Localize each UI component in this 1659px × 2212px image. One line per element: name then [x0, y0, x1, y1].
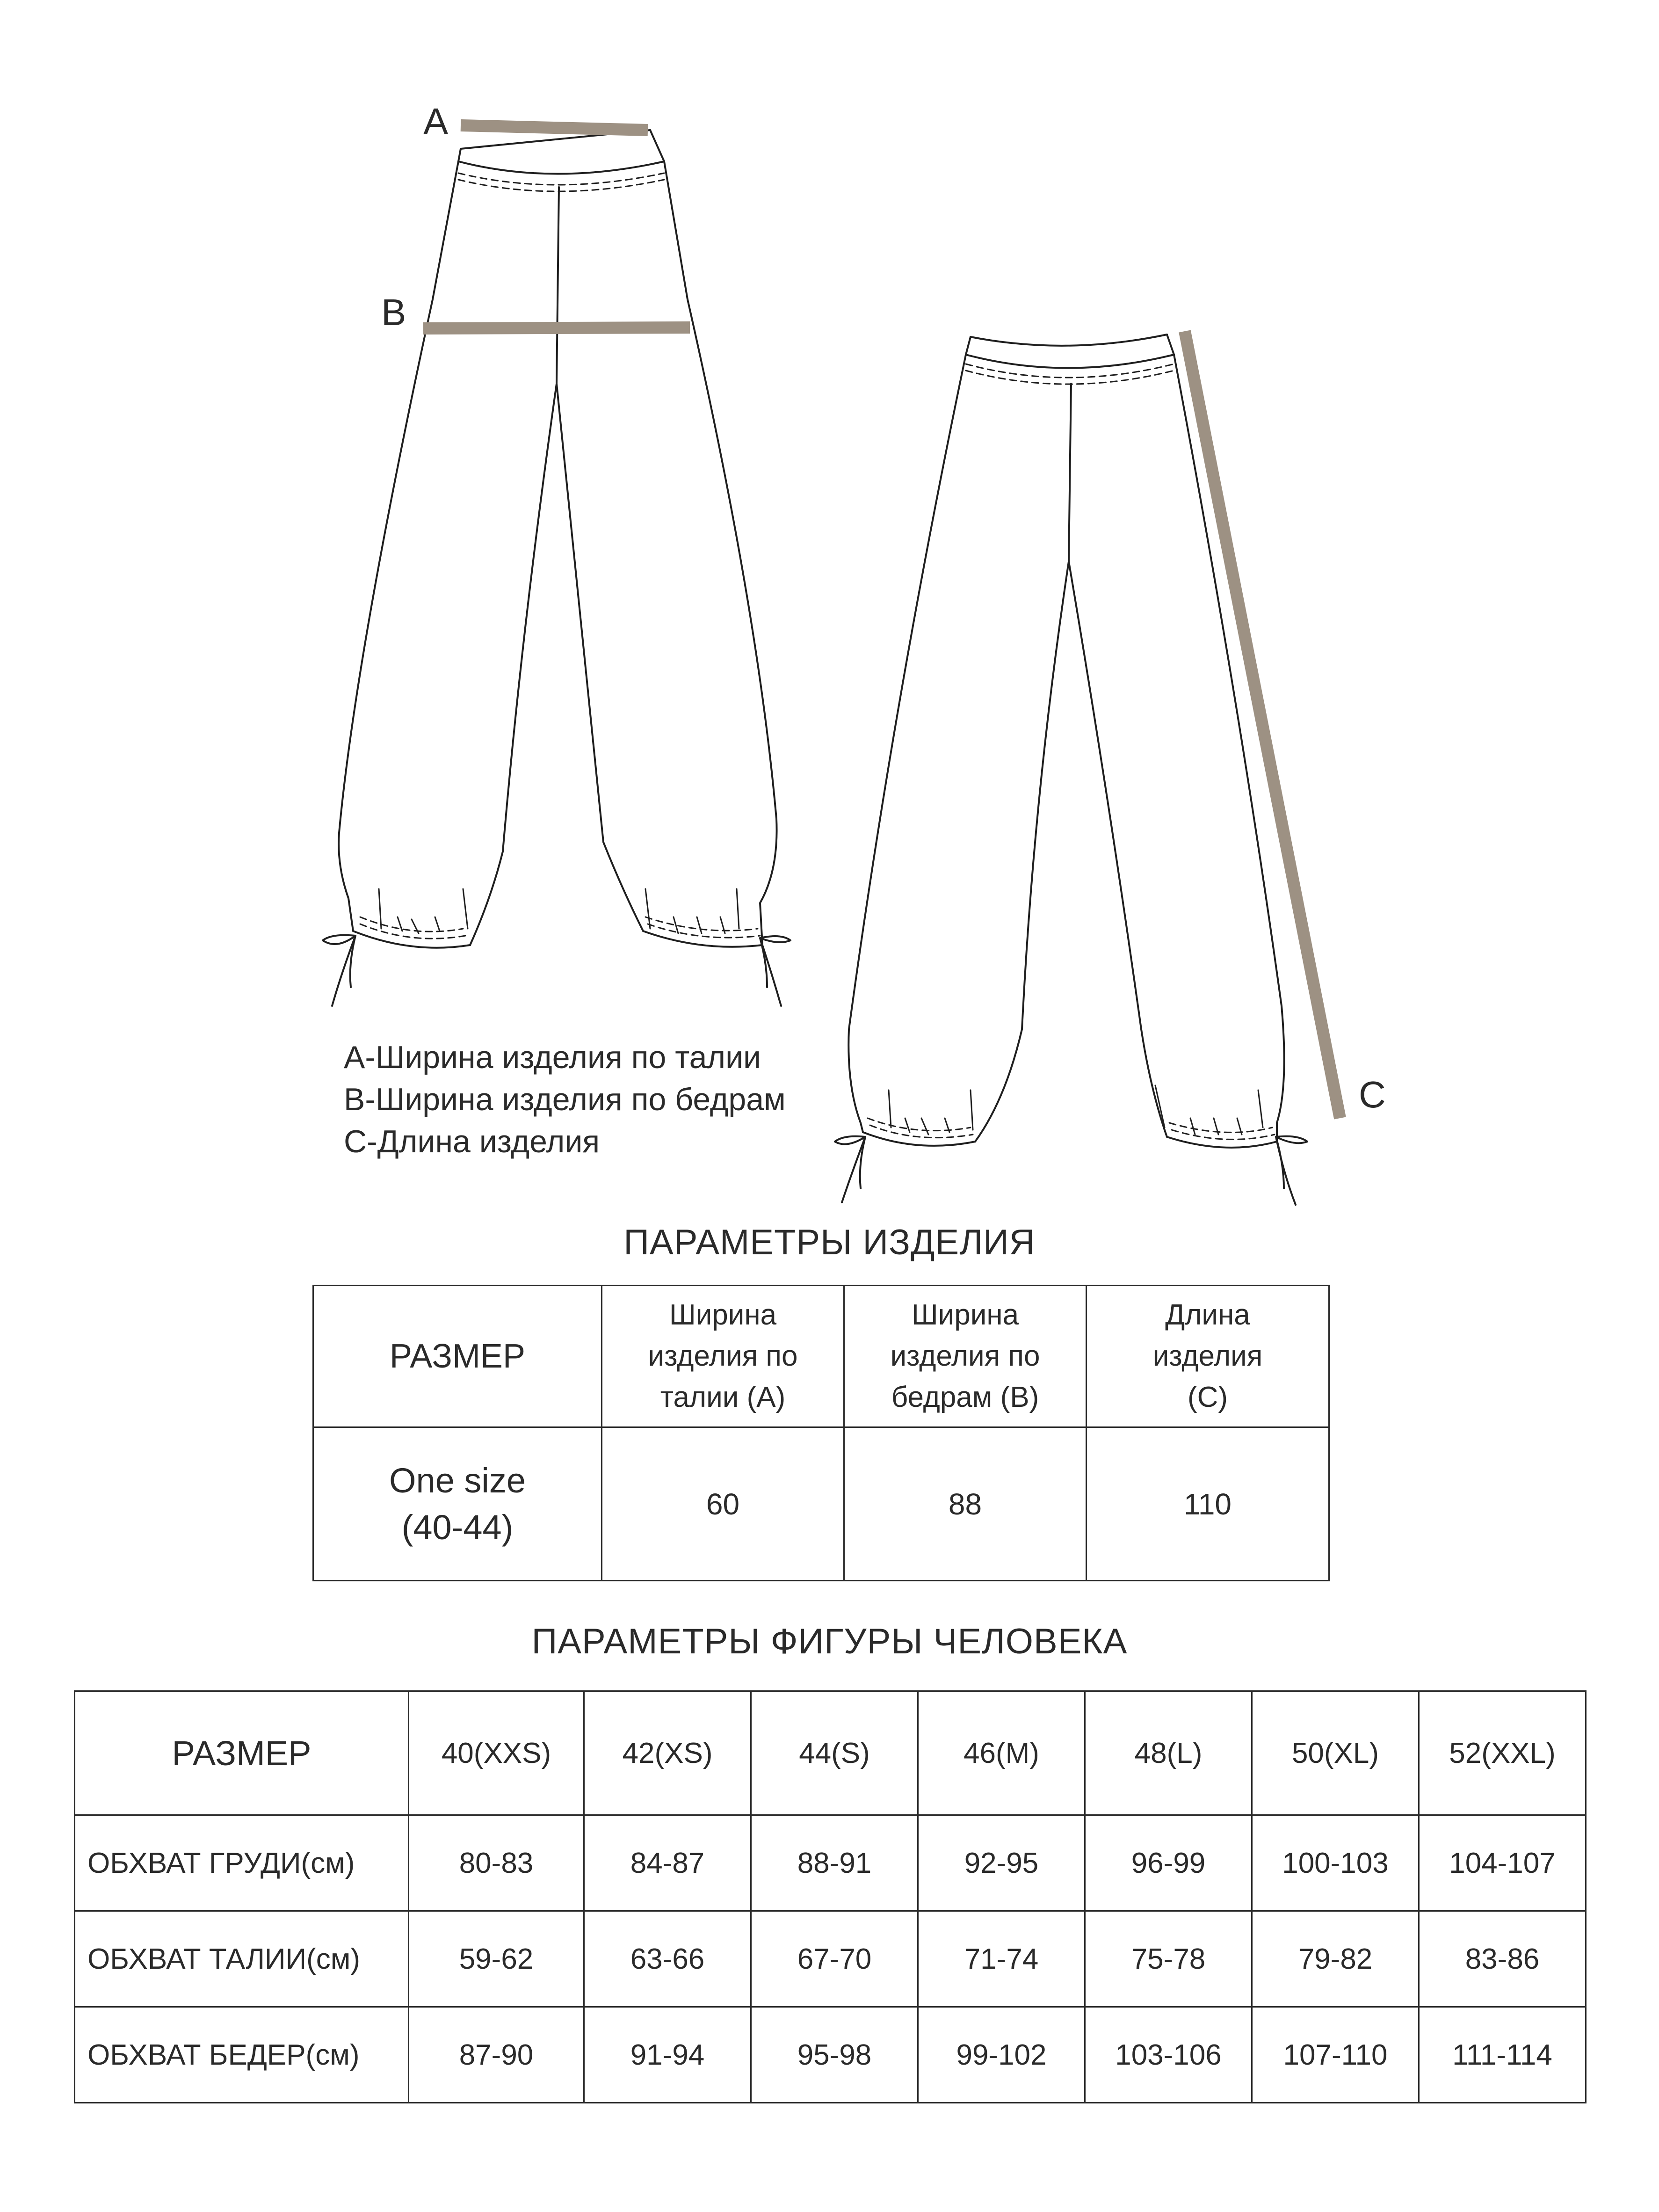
- figure-params-table: [74, 1690, 1587, 2103]
- cell-length: 110: [1087, 1427, 1329, 1581]
- header-size-col: 40(XXS): [409, 1691, 584, 1815]
- table-cell: 79-82: [1252, 1911, 1419, 2007]
- cell-size: One size (40-44): [313, 1427, 602, 1581]
- table-cell: 88-91: [751, 1815, 918, 1911]
- front-pants-sketch: [323, 130, 790, 1006]
- header-waist-width: Ширина изделия по талии (A): [602, 1286, 844, 1427]
- header-size-col: 48(L): [1085, 1691, 1252, 1815]
- product-header-row: [313, 1286, 1329, 1427]
- product-params-table: [312, 1285, 1330, 1581]
- back-pants-sketch: [835, 335, 1307, 1205]
- cell-hip-width: 88: [844, 1427, 1087, 1581]
- legend-item-a: А-Ширина изделия по талии: [344, 1040, 761, 1075]
- header-size-col: 44(S): [751, 1691, 918, 1815]
- table-cell: 80-83: [409, 1815, 584, 1911]
- product-params-title: ПАРАМЕТРЫ ИЗДЕЛИЯ: [623, 1222, 1036, 1262]
- label-a: A: [423, 101, 449, 142]
- row-chest: [75, 1815, 1586, 1911]
- header-size-col: 42(XS): [584, 1691, 751, 1815]
- header-size: РАЗМЕР: [313, 1286, 602, 1427]
- table-cell: 59-62: [409, 1911, 584, 2007]
- row-label: ОБХВАТ ГРУДИ(см): [75, 1815, 409, 1911]
- row-label: ОБХВАТ ТАЛИИ(см): [75, 1911, 409, 2007]
- figure-header-row: [75, 1691, 1586, 1815]
- table-cell: 92-95: [918, 1815, 1085, 1911]
- figure-params-title: ПАРАМЕТРЫ ФИГУРЫ ЧЕЛОВЕКА: [531, 1622, 1128, 1661]
- label-b: B: [381, 291, 406, 333]
- measure-bar-a: [461, 125, 648, 130]
- measure-bar-b: [423, 327, 690, 328]
- legend-item-c: С-Длина изделия: [344, 1124, 600, 1159]
- table-cell: 75-78: [1085, 1911, 1252, 2007]
- table-cell: 107-110: [1252, 2007, 1419, 2103]
- row-label: ОБХВАТ БЕДЕР(см): [75, 2007, 409, 2103]
- table-cell: 83-86: [1419, 1911, 1586, 2007]
- product-data-row: [313, 1427, 1329, 1581]
- header-size-col: 46(M): [918, 1691, 1085, 1815]
- legend-item-b: В-Ширина изделия по бедрам: [344, 1082, 786, 1117]
- table-cell: 96-99: [1085, 1815, 1252, 1911]
- table-cell: 99-102: [918, 2007, 1085, 2103]
- header-length: Длина изделия (C): [1087, 1286, 1329, 1427]
- cell-waist-width: 60: [602, 1427, 844, 1581]
- header-size-col: 50(XL): [1252, 1691, 1419, 1815]
- measure-bar-c: [1185, 331, 1340, 1118]
- table-cell: 100-103: [1252, 1815, 1419, 1911]
- table-cell: 103-106: [1085, 2007, 1252, 2103]
- table-cell: 95-98: [751, 2007, 918, 2103]
- measurement-legend: [344, 1036, 786, 1163]
- header-hip-width: Ширина изделия по бедрам (B): [844, 1286, 1087, 1427]
- table-cell: 84-87: [584, 1815, 751, 1911]
- header-size: РАЗМЕР: [75, 1691, 409, 1815]
- header-size-col: 52(XXL): [1419, 1691, 1586, 1815]
- table-cell: 104-107: [1419, 1815, 1586, 1911]
- label-c: C: [1359, 1074, 1386, 1115]
- table-cell: 71-74: [918, 1911, 1085, 2007]
- row-waist: [75, 1911, 1586, 2007]
- table-cell: 87-90: [409, 2007, 584, 2103]
- row-hips: [75, 2007, 1586, 2103]
- table-cell: 111-114: [1419, 2007, 1586, 2103]
- table-cell: 63-66: [584, 1911, 751, 2007]
- table-cell: 91-94: [584, 2007, 751, 2103]
- table-cell: 67-70: [751, 1911, 918, 2007]
